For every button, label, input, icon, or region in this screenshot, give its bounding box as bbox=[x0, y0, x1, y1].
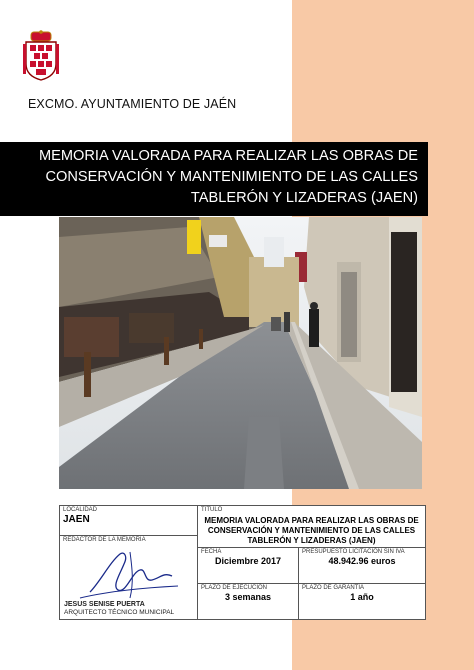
presupuesto-cell bbox=[299, 548, 426, 584]
organization-name: EXCMO. AYUNTAMIENTO DE JAÉN bbox=[28, 97, 237, 111]
localidad-label: LOCALIDAD bbox=[63, 507, 98, 513]
plazo-garantia-value: 1 año bbox=[350, 592, 374, 602]
fecha-cell bbox=[198, 548, 299, 584]
banner-line-3: TABLERÓN Y LIZADERAS (JAEN) bbox=[190, 190, 418, 206]
banner-line-2: CONSERVACIÓN Y MANTENIMIENTO DE LAS CALLES bbox=[45, 169, 418, 185]
signature-image bbox=[60, 542, 190, 602]
presupuesto-label: PRESUPUESTO LICITACIÓN SIN IVA bbox=[302, 549, 405, 555]
plazo-garantia-cell bbox=[299, 584, 426, 620]
titulo-line-2: CONSERVACIÓN Y MANTENIMIENTO DE LAS CALLES bbox=[207, 526, 416, 535]
plazo-garantia-label: PLAZO DE GARANTIA bbox=[302, 585, 365, 591]
localidad-cell bbox=[60, 506, 198, 536]
coat-of-arms-logo bbox=[22, 30, 60, 82]
document-title-banner bbox=[0, 142, 428, 216]
plazo-ejecucion-cell bbox=[198, 584, 299, 620]
redactor-label: REDACTOR DE LA MEMORIA bbox=[63, 537, 146, 543]
signer-name: JESUS SENISE PUERTA bbox=[64, 601, 145, 608]
fecha-value: Diciembre 2017 bbox=[214, 556, 282, 566]
titulo-label: TITULO bbox=[201, 507, 223, 513]
presupuesto-value: 48.942.96 euros bbox=[328, 556, 396, 566]
plazo-ejecucion-label: PLAZO DE EJECUCIÓN bbox=[201, 585, 268, 591]
localidad-value: JAEN bbox=[63, 514, 90, 525]
street-photo bbox=[59, 217, 422, 489]
titulo-line-3: TABLERÓN Y LIZADERAS (JAEN) bbox=[247, 536, 376, 545]
fecha-label: FECHA bbox=[201, 549, 222, 555]
plazo-ejecucion-value: 3 semanas bbox=[224, 592, 272, 602]
document-info-table bbox=[59, 505, 426, 620]
signer-block bbox=[64, 601, 174, 617]
titulo-cell bbox=[198, 506, 426, 548]
banner-line-1: MEMORIA VALORADA PARA REALIZAR LAS OBRAS DE bbox=[38, 148, 418, 164]
redactor-cell bbox=[60, 536, 198, 620]
signer-title: ARQUITECTO TÉCNICO MUNICIPAL bbox=[64, 609, 175, 616]
titulo-line-1: MEMORIA VALORADA PARA REALIZAR LAS OBRAS DE bbox=[204, 516, 419, 525]
